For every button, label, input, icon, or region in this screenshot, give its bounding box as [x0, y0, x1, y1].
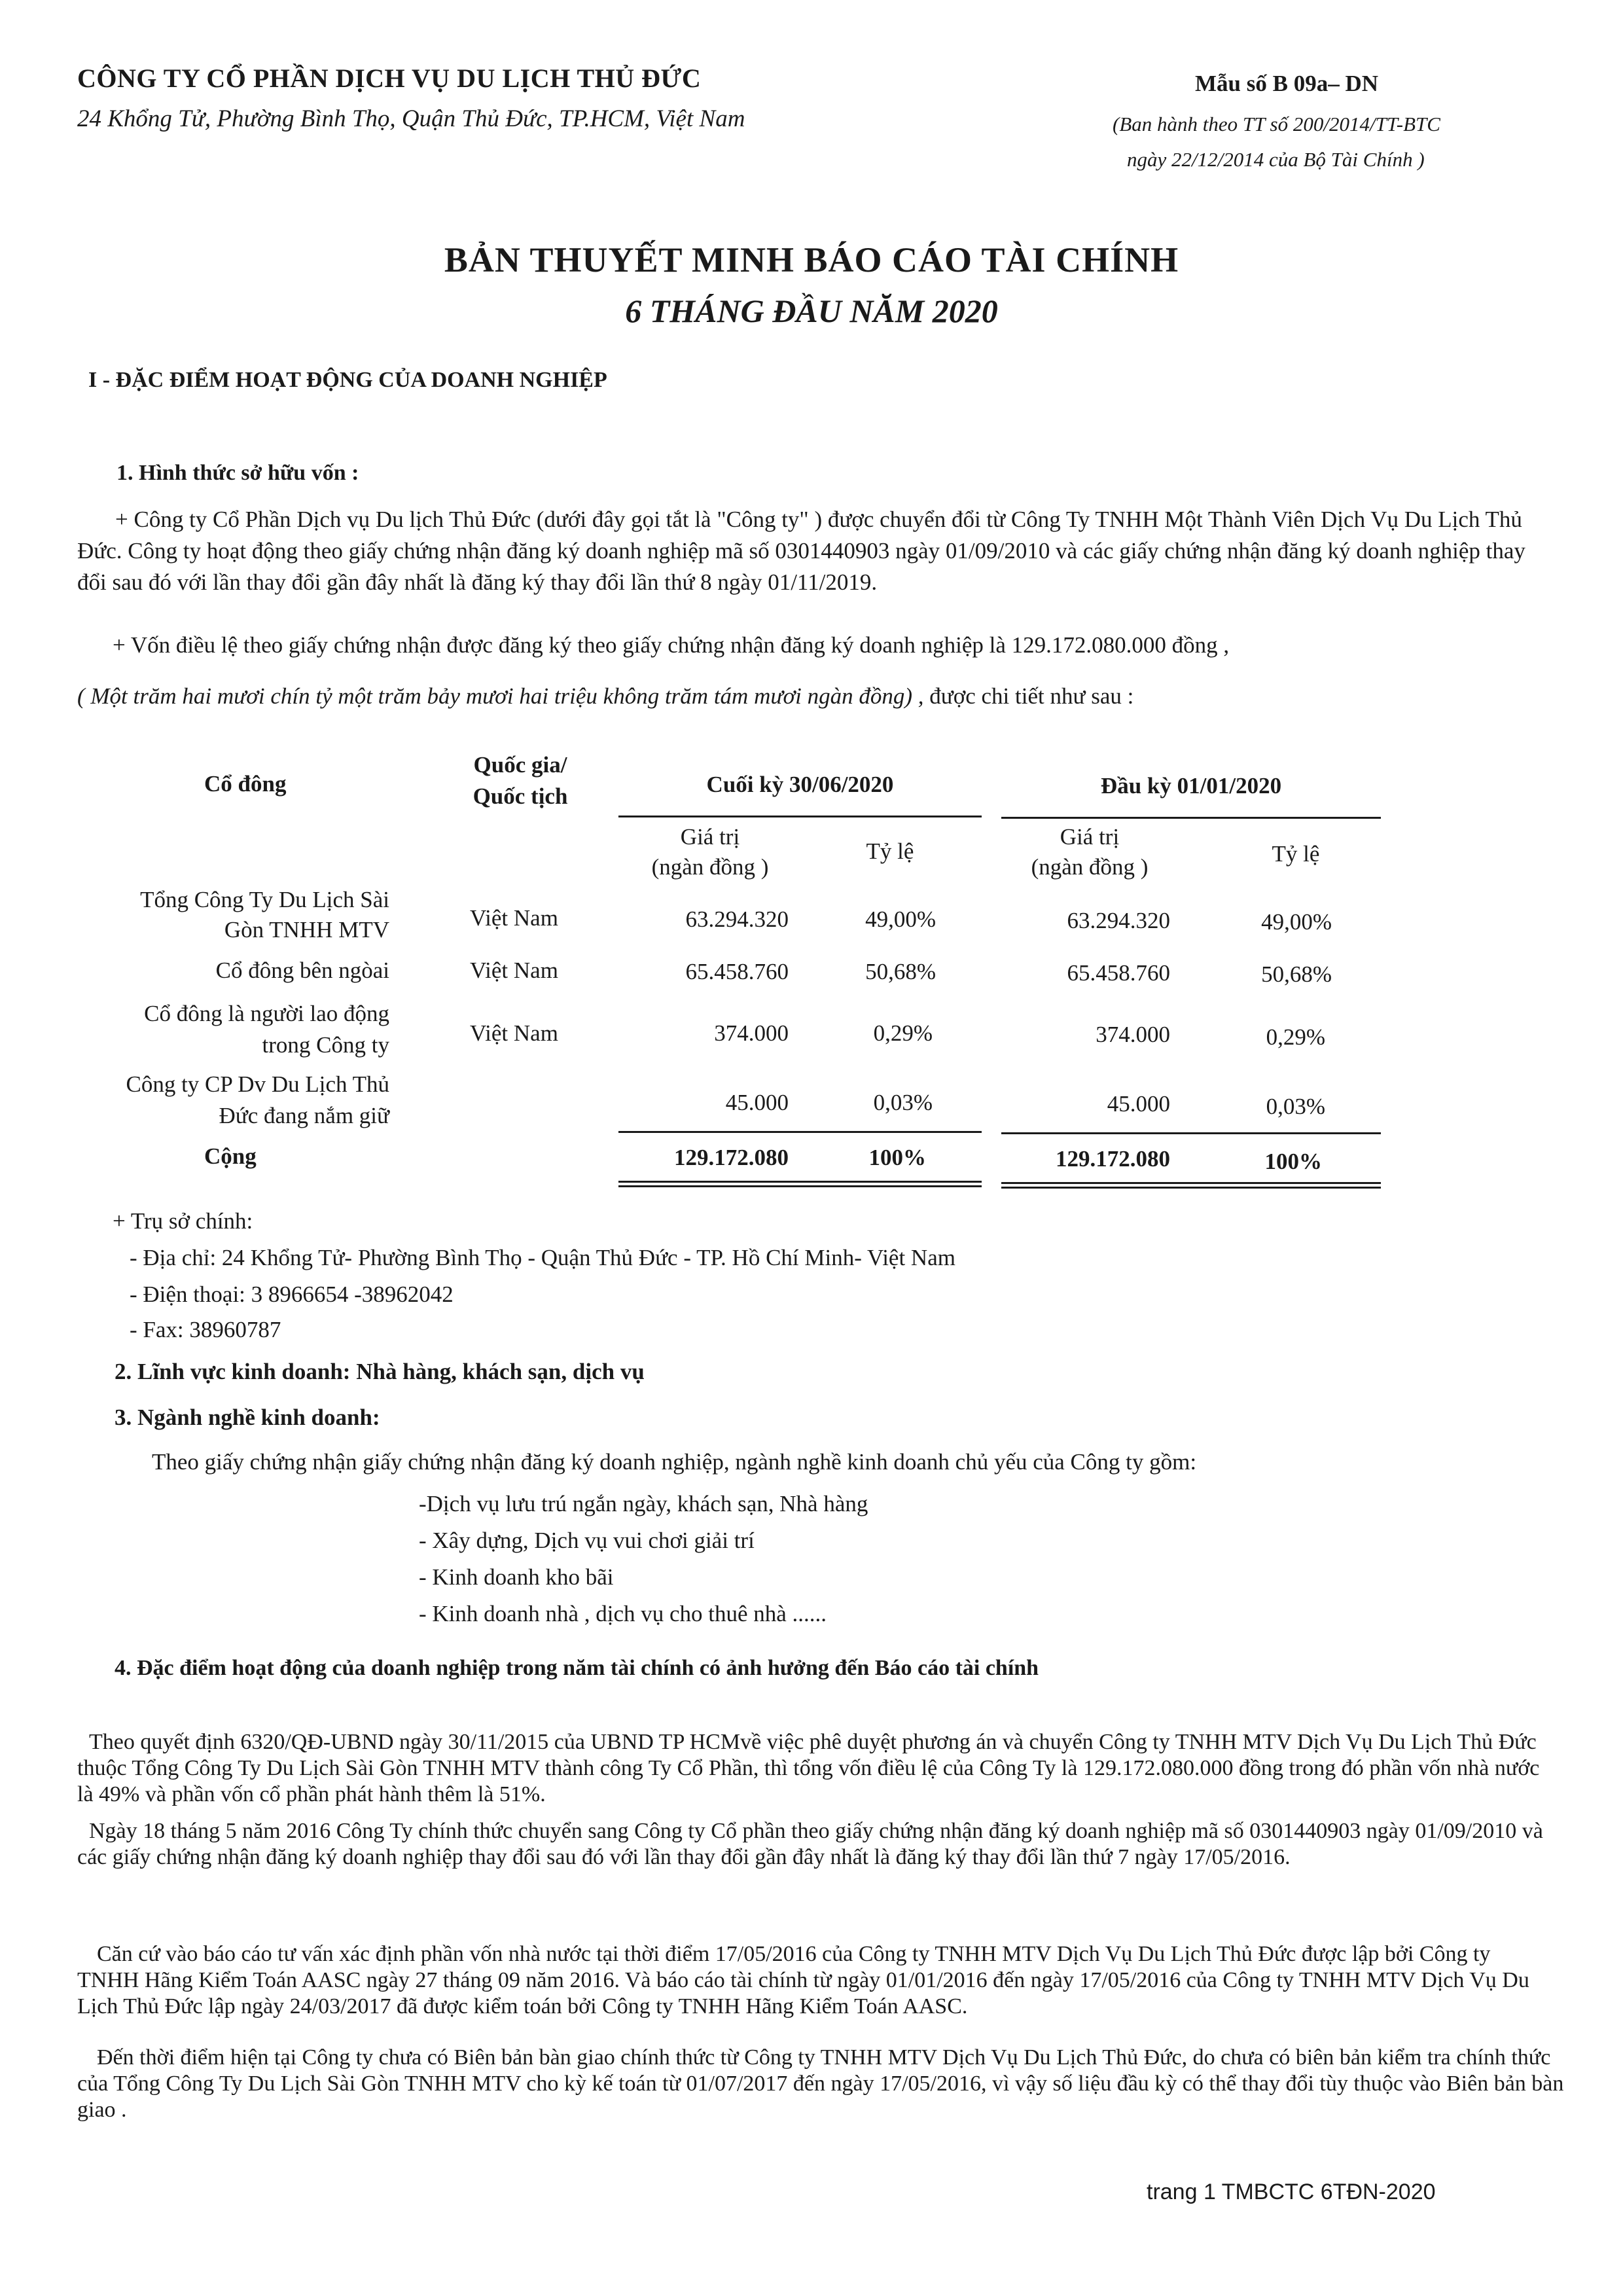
- start-ratio: 50,68%: [1261, 961, 1332, 987]
- form-code: Mẫu số B 09a– DN: [1195, 71, 1379, 96]
- charter-capital-words: [77, 681, 1133, 712]
- total-start-ratio: 100%: [1264, 1149, 1322, 1174]
- end-value-header-line1: Giá trị: [680, 824, 740, 850]
- shareholder-name-cont: trong Công ty: [262, 1032, 389, 1058]
- document-subtitle: 6 THÁNG ĐẦU NĂM 2020: [625, 293, 998, 329]
- end-value-header-line2: (ngàn đồng ): [651, 854, 769, 880]
- charter-capital-paragraph: + Vốn điều lệ theo giấy chứng nhận được đăng ký theo giấy chứng nhận đăng ký doanh nghiệp là 129.172.080.000 đồng ,: [113, 632, 1230, 658]
- start-value-header-line1: Giá trị: [1060, 824, 1120, 850]
- shareholder-name: Công ty CP Dv Du Lịch Thủ: [126, 1071, 389, 1097]
- start-ratio-header: Tỷ lệ: [1272, 841, 1320, 867]
- capital-detail-intro: được chi tiết như sau :: [923, 683, 1134, 709]
- start-value: 374.000: [1096, 1022, 1170, 1047]
- shareholder-name: Cổ đông là người lao động: [144, 1001, 389, 1026]
- period-end-rule: [618, 816, 982, 817]
- end-ratio-header: Tỷ lệ: [866, 838, 914, 864]
- shareholder-name: Cổ đông bên ngòai: [215, 958, 389, 983]
- header-period-start: Đầu kỳ 01/01/2020: [1100, 773, 1282, 798]
- head-office-phone: - Điện thoại: 3 8966654 -38962042: [130, 1282, 454, 1307]
- start-ratio: 0,03%: [1266, 1094, 1325, 1119]
- start-value-header-line2: (ngàn đồng ): [1031, 854, 1149, 880]
- header-shareholder: Cổ đông: [204, 771, 287, 797]
- end-ratio: 0,29%: [873, 1020, 933, 1046]
- page-footer: trang 1 TMBCTC 6TĐN-2020: [1147, 2179, 1436, 2204]
- header-country-line1: Quốc gia/: [473, 752, 567, 778]
- subsection-heading-4: 4. Đặc điểm hoạt động của doanh nghiệp trong năm tài chính có ảnh hưởng đến Báo cáo tài chính: [115, 1656, 1039, 1680]
- head-office-label: + Trụ sở chính:: [113, 1208, 253, 1234]
- total-double-rule-start: [1001, 1182, 1381, 1189]
- business-line: - Kinh doanh kho bãi: [419, 1564, 614, 1590]
- form-issuance-note: (Ban hành theo TT số 200/2014/TT-BTC: [1113, 113, 1440, 135]
- business-lines-intro: Theo giấy chứng nhận giấy chứng nhận đăng ký doanh nghiệp, ngành nghề kinh doanh chủ yếu của Công ty gồm:: [152, 1449, 1197, 1475]
- business-line: - Kinh doanh nhà , dịch vụ cho thuê nhà ......: [419, 1601, 827, 1626]
- subtotal-rule-start: [1001, 1132, 1381, 1134]
- subsection-heading-1: 1. Hình thức sở hữu vốn :: [116, 461, 359, 485]
- end-ratio: 50,68%: [865, 959, 936, 984]
- subtotal-rule-end: [618, 1131, 982, 1133]
- head-office-fax: - Fax: 38960787: [130, 1317, 281, 1342]
- period-start-rule: [1001, 817, 1381, 819]
- section-heading: I - ĐẶC ĐIỂM HOẠT ĐỘNG CỦA DOANH NGHIỆP: [88, 368, 607, 392]
- subsection-heading-3: 3. Ngành nghề kinh doanh:: [115, 1405, 380, 1430]
- end-value: 63.294.320: [685, 906, 789, 932]
- header-country-line2: Quốc tịch: [473, 783, 568, 809]
- business-line: - Xây dựng, Dịch vụ vui chơi giải trí: [419, 1528, 755, 1553]
- total-start-value: 129.172.080: [1056, 1146, 1170, 1172]
- shareholder-country: Việt Nam: [470, 905, 558, 931]
- company-name: CÔNG TY CỔ PHẦN DỊCH VỤ DU LỊCH THỦ ĐỨC: [77, 63, 702, 93]
- section4-paragraph: Theo quyết định 6320/QĐ-UBND ngày 30/11/2015 của UBND TP HCMvề việc phê duyệt phương án và chuyển Công ty TNHH MTV Dịch Vụ Du Lịch Thủ Đức thuộc Tổng Công Ty Du Lịch Sài Gòn TNHH MTV thành công Ty Cổ Phần, thì tổng vốn điều lệ của Công Ty là 129.172.080.000 đồng trong đó phần vốn nhà nước là 49% và phần vốn cổ phần phát hành thêm là 51%.: [77, 1730, 1540, 1806]
- shareholder-name-cont: Đức đang nắm giữ: [219, 1103, 389, 1128]
- section4-paragraph: Căn cứ vào báo cáo tư vấn xác định phần vốn nhà nước tại thời điểm 17/05/2016 của Công ty TNHH MTV Dịch Vụ Du Lịch Thủ Đức được lập bởi Công ty TNHH Hãng Kiểm Toán AASC ngày 27 tháng 09 năm 2016. Và báo cáo tài chính từ ngày 01/01/2016 đến ngày 17/05/2016 của Công ty TNHH MTV Dịch Vụ Du Lịch Thủ Đức lập ngày 24/03/2017 đã được kiểm toán bởi Công ty TNHH Hãng Kiểm Toán AASC.: [77, 1942, 1529, 2018]
- total-label: Cộng: [204, 1143, 257, 1169]
- start-ratio: 0,29%: [1266, 1024, 1325, 1050]
- end-value: 374.000: [714, 1020, 789, 1046]
- subsection-heading-2: 2. Lĩnh vực kinh doanh: Nhà hàng, khách sạn, dịch vụ: [115, 1359, 645, 1384]
- head-office-address: - Địa chỉ: 24 Khổng Tử- Phường Bình Thọ - Quận Thủ Đức - TP. Hồ Chí Minh- Việt Nam: [130, 1245, 955, 1270]
- form-issuance-date: ngày 22/12/2014 của Bộ Tài Chính ): [1127, 148, 1425, 171]
- start-value: 63.294.320: [1067, 908, 1170, 933]
- capital-in-words: ( Một trăm hai mươi chín tỷ một trăm bảy mươi hai triệu không trăm tám mươi ngàn đồng) ,: [77, 683, 924, 709]
- end-ratio: 49,00%: [865, 906, 936, 932]
- shareholder-country: Việt Nam: [470, 958, 558, 983]
- document-title: BẢN THUYẾT MINH BÁO CÁO TÀI CHÍNH: [444, 240, 1179, 279]
- company-address: 24 Khổng Tử, Phường Bình Thọ, Quận Thủ Đức, TP.HCM, Việt Nam: [77, 105, 745, 132]
- header-period-end: Cuối kỳ 30/06/2020: [706, 772, 894, 797]
- end-value: 45.000: [725, 1090, 789, 1115]
- total-end-ratio: 100%: [868, 1145, 926, 1170]
- end-value: 65.458.760: [685, 959, 789, 984]
- start-value: 65.458.760: [1067, 960, 1170, 986]
- end-ratio: 0,03%: [873, 1090, 933, 1115]
- start-ratio: 49,00%: [1261, 909, 1332, 935]
- section4-paragraph: Ngày 18 tháng 5 năm 2016 Công Ty chính thức chuyển sang Công ty Cổ phần theo giấy chứng nhận đăng ký doanh nghiệp mã số 0301440903 ngày 01/09/2010 và các giấy chứng nhận đăng ký doanh nghiệp thay đổi sau đó với lần thay đổi gần đây nhất là đăng ký thay đổi lần thứ 7 ngày 17/05/2016.: [77, 1819, 1543, 1869]
- section4-paragraph: Đến thời điểm hiện tại Công ty chưa có Biên bản bàn giao chính thức từ Công ty TNHH MTV Dịch Vụ Du Lịch Thủ Đức, do chưa có biên bản kiểm tra chính thức của Tổng Công Ty Du Lịch Sài Gòn TNHH MTV cho kỳ kế toán từ 01/07/2017 đến ngày 17/05/2016, vì vậy số liệu đầu kỳ có thể thay đổi tùy thuộc vào Biên bản bàn giao .: [77, 2045, 1564, 2122]
- total-double-rule-end: [618, 1181, 982, 1187]
- business-line: -Dịch vụ lưu trú ngắn ngày, khách sạn, Nhà hàng: [419, 1491, 868, 1516]
- shareholder-name-cont: Gòn TNHH MTV: [224, 917, 389, 942]
- shareholder-country: Việt Nam: [470, 1020, 558, 1046]
- start-value: 45.000: [1107, 1091, 1170, 1117]
- total-end-value: 129.172.080: [674, 1145, 789, 1170]
- shareholder-name: Tổng Công Ty Du Lịch Sài: [140, 887, 389, 912]
- ownership-paragraph: + Công ty Cổ Phần Dịch vụ Du lịch Thủ Đức (dưới đây gọi tắt là "Công ty" ) được chuyển đổi từ Công Ty TNHH Một Thành Viên Dịch Vụ Du Lịch Thủ Đức. Công ty hoạt động theo giấy chứng nhận đăng ký doanh nghiệp mã số 0301440903 ngày 01/09/2010 và các giấy chứng nhận đăng ký doanh nghiệp thay đổi sau đó với lần thay đổi gần đây nhất là đăng ký thay đổi lần thứ 8 ngày 01/11/2019.: [77, 507, 1525, 595]
